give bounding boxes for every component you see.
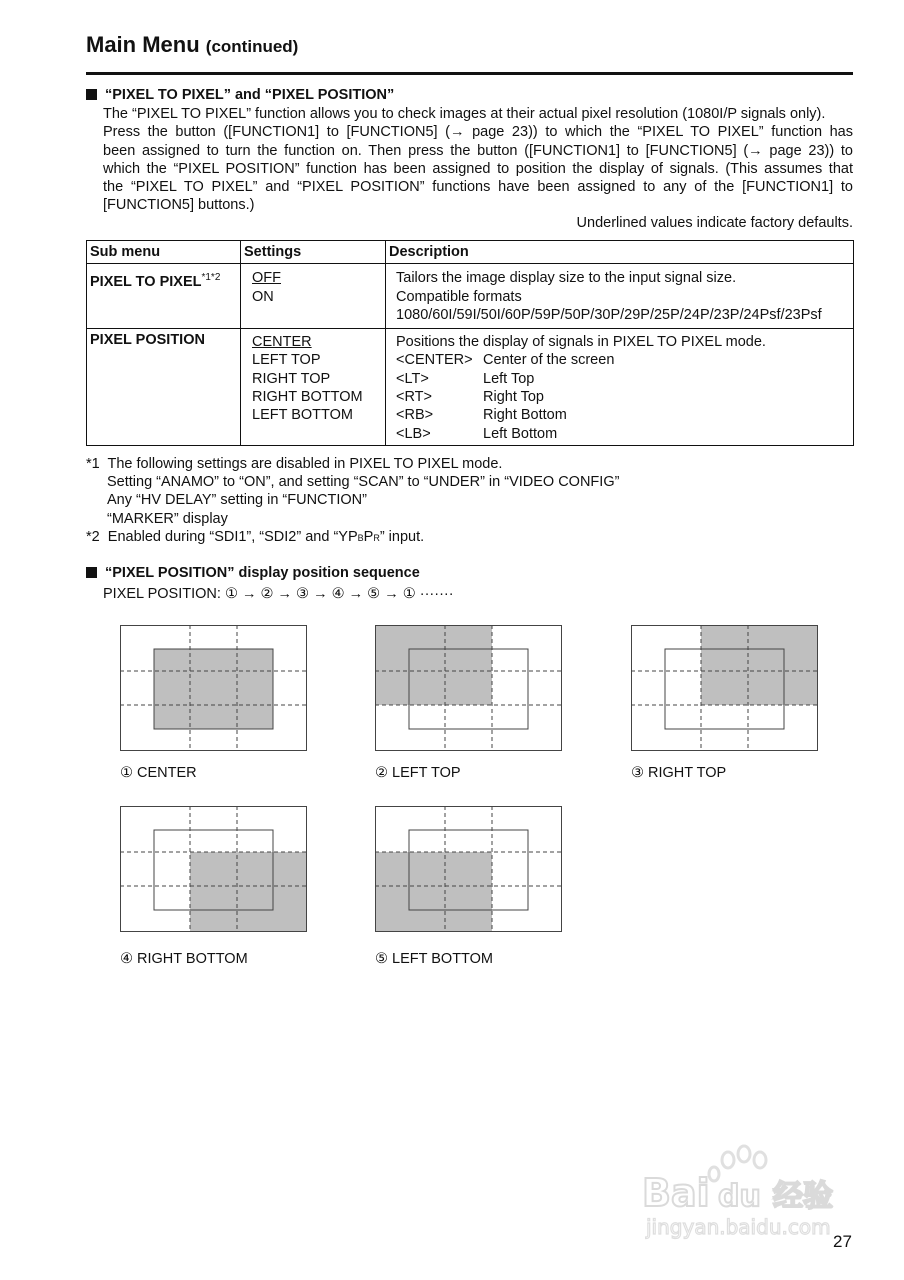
desc-line: Tailors the image display size to the input signal size. <box>396 270 737 287</box>
svg-text:经验: 经验 <box>773 1179 833 1214</box>
title-rule <box>86 72 853 75</box>
description-cell <box>386 264 854 329</box>
sequence-line: PIXEL POSITION: ① → ② → ③ → ④ → ⑤ → ① ······· <box>103 586 454 602</box>
position-code: <CENTER> <box>396 352 473 369</box>
position-row <box>396 406 850 424</box>
title-sub: (continued) <box>205 37 299 56</box>
bullet-square-icon <box>86 89 97 100</box>
position-name: Center of the screen <box>483 352 615 369</box>
footnote-line: The following settings are disabled in PIXEL TO PIXEL mode. <box>107 456 503 472</box>
footnote-line: “MARKER” display <box>107 510 228 527</box>
svg-text:du: du <box>718 1179 761 1214</box>
page-number: 27 <box>833 1232 852 1251</box>
display-area <box>701 625 818 705</box>
setting-value: LEFT TOP <box>252 352 321 369</box>
col-header-submenu: Sub menu <box>87 241 241 264</box>
col-header-description: Description <box>386 241 854 264</box>
col-header-settings: Settings <box>241 241 386 264</box>
display-area <box>375 852 492 932</box>
position-name: Right Bottom <box>483 407 567 424</box>
para-line: The “PIXEL TO PIXEL” function allows you to check images at their actual pixel resolution (1080I/P signals only). <box>103 106 826 122</box>
caption-left-top: ② LEFT TOP <box>375 765 461 781</box>
desc-line: Positions the display of signals in PIXEL TO PIXEL mode. <box>396 334 766 351</box>
watermark-brand-text: Bai <box>642 1171 710 1215</box>
footnote-1 <box>86 455 619 473</box>
position-name: Left Top <box>483 370 535 387</box>
defaults-note: Underlined values indicate factory defaults. <box>576 215 853 231</box>
submenu-pixel-position <box>87 329 241 446</box>
footnote-ref: *1*2 <box>201 272 221 284</box>
setting-value: ON <box>252 288 274 305</box>
table-row <box>87 264 854 329</box>
intro-paragraph <box>103 105 853 215</box>
para-line: which the “PIXEL POSITION” function has been assigned to position the display of signals. (This assumes that <box>103 160 853 177</box>
position-code: <LT> <box>396 370 429 387</box>
submenu-pixel-to-pixel <box>87 264 241 329</box>
diagram-left-top <box>375 625 562 751</box>
table-row <box>87 329 854 446</box>
diagram-right-bottom <box>120 806 307 932</box>
page-title <box>86 32 298 58</box>
diagram-left-bottom <box>375 806 562 932</box>
setting-value-default: CENTER <box>252 334 312 351</box>
display-area <box>190 852 307 932</box>
footnote-line: Setting “ANAMO” to “ON”, and setting “SCAN” to “UNDER” in “VIDEO CONFIG” <box>107 474 620 491</box>
footnote-subscript: B <box>357 532 364 543</box>
footnote-mark: *1 <box>86 456 100 472</box>
position-name: Right Top <box>483 389 544 406</box>
footnotes <box>86 455 619 547</box>
submenu-label: PIXEL TO PIXEL <box>90 274 202 291</box>
setting-value: RIGHT TOP <box>252 370 331 387</box>
settings-cell <box>241 329 386 446</box>
footnote-text: P <box>363 528 374 545</box>
position-row <box>396 388 850 406</box>
setting-value: RIGHT BOTTOM <box>252 389 363 406</box>
section1-heading-text: “PIXEL TO PIXEL” and “PIXEL POSITION” <box>105 87 395 103</box>
position-name: Left Bottom <box>483 425 558 442</box>
baidu-watermark-logo <box>640 1140 855 1240</box>
description-cell <box>386 329 854 446</box>
diagram-right-top <box>631 625 818 751</box>
svg-text:jingyan.baidu.com: jingyan.baidu.com <box>646 1215 831 1239</box>
settings-table <box>86 240 854 446</box>
table-header-row <box>87 241 854 264</box>
footnote-mark: *2 <box>86 528 100 545</box>
diagram-center <box>120 625 307 751</box>
footnote-text: ” input. <box>379 528 425 545</box>
setting-value-default: OFF <box>252 270 281 287</box>
caption-right-top: ③ RIGHT TOP <box>631 765 727 781</box>
position-code: <RB> <box>396 407 434 424</box>
section-heading-sequence <box>86 565 420 581</box>
caption-right-bottom: ④ RIGHT BOTTOM <box>120 951 248 967</box>
display-area <box>375 625 492 705</box>
position-row <box>396 425 850 443</box>
footnote-text: Enabled during “SDI1”, “SDI2” and “YP <box>107 528 358 545</box>
section-heading-pixel <box>86 87 394 103</box>
position-code: <LB> <box>396 425 431 442</box>
footnote-2 <box>86 528 619 547</box>
setting-value: LEFT BOTTOM <box>252 407 353 424</box>
display-area <box>154 649 273 729</box>
para-line: [FUNCTION5] buttons.) <box>103 197 255 214</box>
position-code: <RT> <box>396 389 433 406</box>
position-row <box>396 351 850 369</box>
title-main: Main Menu <box>86 32 200 57</box>
desc-line: 1080/60I/59I/50I/60P/59P/50P/30P/29P/25P/24P/23P/24Psf/23Psf <box>396 306 822 323</box>
footnote-subscript: R <box>373 532 380 543</box>
desc-line: Compatible formats <box>396 288 522 305</box>
section2-heading-text: “PIXEL POSITION” display position sequence <box>105 565 420 581</box>
para-line: Press the button ([FUNCTION1] to [FUNCTION5] (→ page 23)) to which the “PIXEL TO PIXEL” function has <box>103 124 853 141</box>
para-line: the “PIXEL TO PIXEL” and “PIXEL POSITION” functions have been assigned to any of the [FUNCTION1] to <box>103 179 853 196</box>
para-line: been assigned to turn the function on. Then press the button ([FUNCTION1] to [FUNCTION5] (→ page 23)) to <box>103 142 853 159</box>
position-row <box>396 370 850 388</box>
submenu-label: PIXEL POSITION <box>90 332 205 349</box>
settings-cell <box>241 264 386 329</box>
bullet-square-icon <box>86 567 97 578</box>
footnote-line: Any “HV DELAY” setting in “FUNCTION” <box>107 492 367 509</box>
caption-center: ① CENTER <box>120 765 197 781</box>
caption-left-bottom: ⑤ LEFT BOTTOM <box>375 951 494 967</box>
